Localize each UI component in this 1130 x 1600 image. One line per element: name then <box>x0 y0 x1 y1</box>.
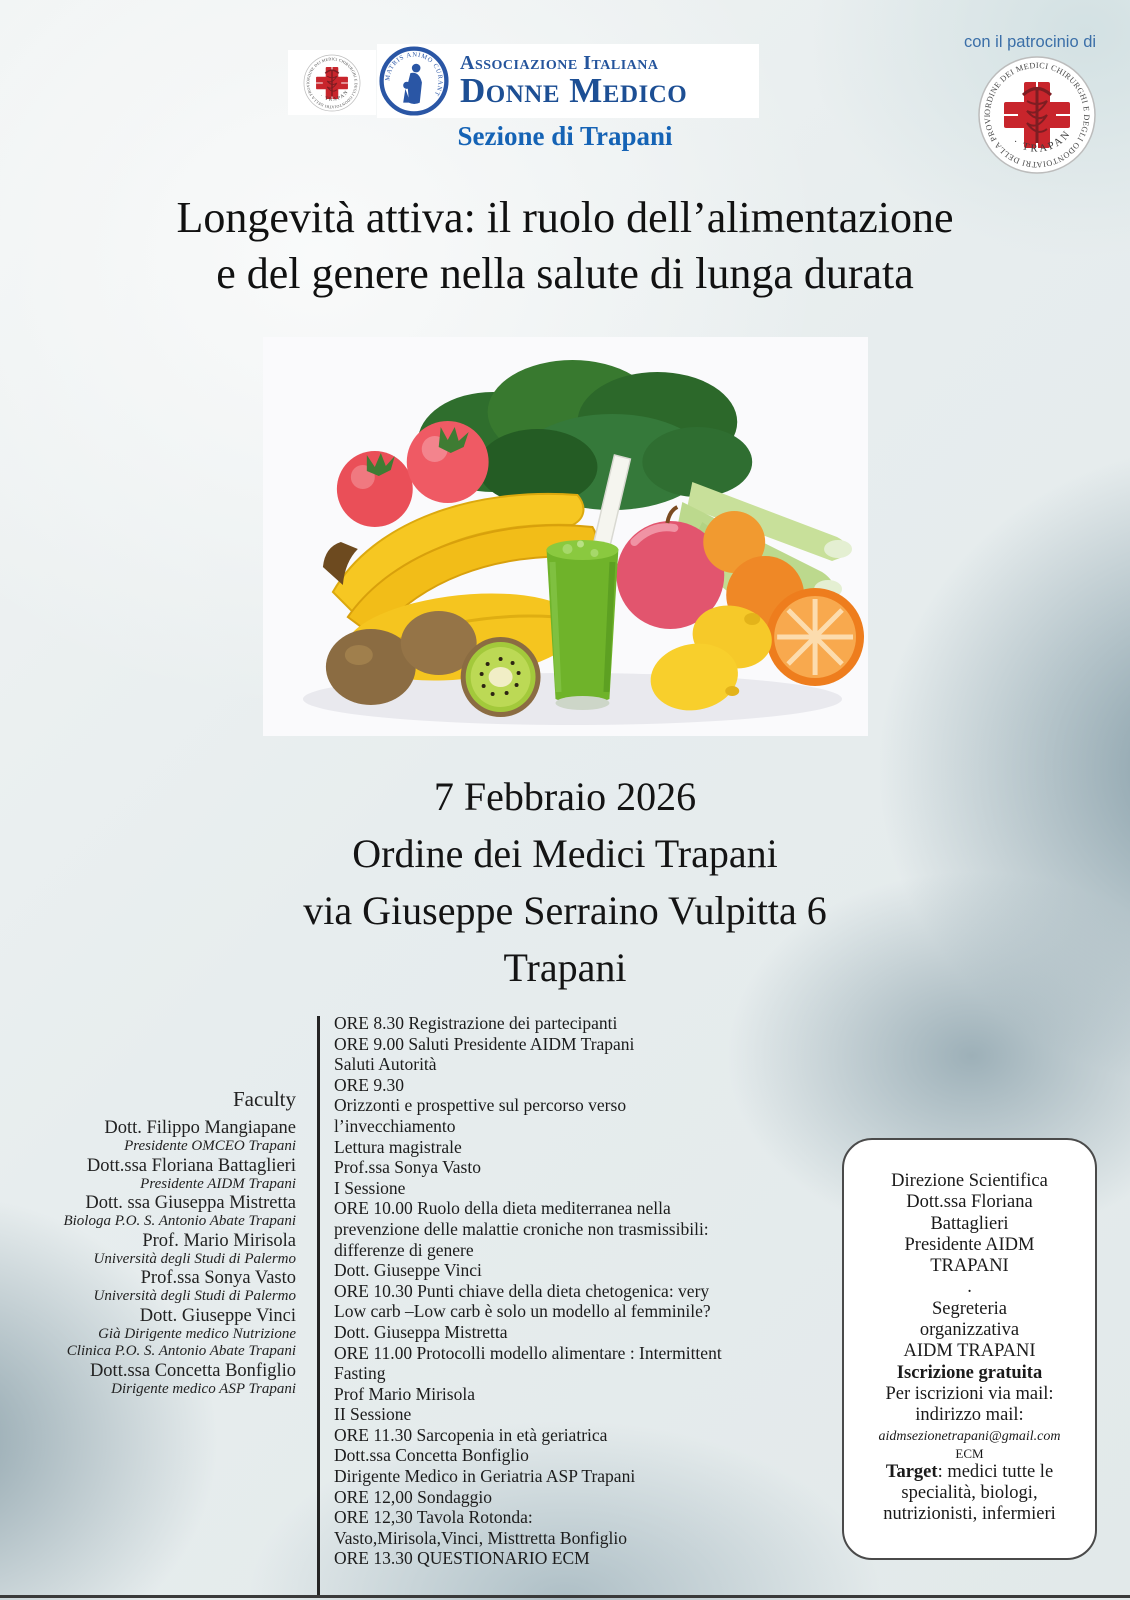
patronage-label: con il patrocinio di <box>964 33 1097 51</box>
faculty-member-role: Biologa P.O. S. Antonio Abate Trapani <box>63 1213 296 1229</box>
aidm-association-line: Associazione Italiana <box>460 51 659 74</box>
ecm-label: ECM <box>955 1445 984 1461</box>
faculty-member-name: Dott.ssa Floriana Battaglieri <box>86 1155 296 1176</box>
program-line: ORE 10.00 Ruolo della dieta mediterranea nella <box>334 1198 671 1219</box>
program-line: Dott. Giuseppa Mistretta <box>334 1321 508 1342</box>
faculty-member <box>38 1156 296 1194</box>
faculty-member <box>38 1268 296 1306</box>
faculty-member-role: Università degli Studi di Palermo <box>93 1250 296 1267</box>
faculty-member-name: Dott. Filippo Mangiapane <box>104 1118 296 1138</box>
info-line: Per iscrizioni via mail: <box>885 1383 1054 1404</box>
program-line: ORE 13.30 QUESTIONARIO ECM <box>334 1548 590 1569</box>
event-title-line2: e del genere nella salute di lunga durata <box>216 249 914 298</box>
info-line: organizzativa <box>919 1320 1020 1341</box>
faculty-member <box>38 1306 296 1361</box>
omceo-logo-small <box>303 54 361 112</box>
program-line: Dirigente Medico in Geriatria ASP Trapani <box>334 1466 636 1487</box>
target-line: nutrizionisti, infermieri <box>883 1504 1056 1525</box>
faculty-member-role: Già Dirigente medico Nutrizione <box>98 1325 296 1342</box>
program-line: Lettura magistrale <box>334 1136 462 1157</box>
event-title <box>0 190 1130 302</box>
faculty-member-role: Università degli Studi di Palermo <box>93 1288 296 1304</box>
aidm-name-line: Donne Medico <box>460 71 688 111</box>
program-line: differenze di genere <box>334 1239 474 1260</box>
program-line: I Sessione <box>334 1177 406 1198</box>
faculty-member-name: Dott. ssa Giuseppa Mistretta <box>85 1193 296 1213</box>
program-line: ORE 12,30 Tavola Rotonda: <box>334 1507 533 1528</box>
faculty-member-role: Dirigente medico ASP Trapani <box>111 1380 296 1397</box>
program-line: l’invecchiamento <box>334 1115 456 1136</box>
faculty-member <box>38 1193 296 1231</box>
aidm-header-banner <box>377 44 759 118</box>
faculty-member <box>38 1361 296 1399</box>
info-line: Battaglieri <box>930 1213 1009 1234</box>
faculty-member-name: Dott. Giuseppe Vinci <box>139 1305 296 1326</box>
faculty-heading: Faculty <box>233 1087 296 1111</box>
program-line: ORE 11.00 Protocolli modello alimentare : Intermittent <box>334 1342 722 1363</box>
program-line: ORE 9.00 Saluti Presidente AIDM Trapani <box>334 1033 635 1054</box>
section-subtitle: Sezione di Trapani <box>457 121 673 151</box>
fruit-photo <box>263 337 868 736</box>
aidm-logo <box>378 45 450 117</box>
event-title-line1: Longevità attiva: il ruolo dell’alimentazione <box>176 193 954 242</box>
target-rest: : medici tutte le <box>937 1461 1054 1482</box>
program-line: ORE 9.30 <box>334 1074 404 1095</box>
program-schedule <box>334 1013 794 1569</box>
event-address: via Giuseppe Serraino Vulpitta 6 <box>303 888 827 933</box>
program-line: Saluti Autorità <box>334 1054 437 1075</box>
registration-email: aidmsezionetrapani@gmail.com <box>878 1428 1061 1444</box>
event-venue: Ordine dei Medici Trapani <box>352 831 778 876</box>
free-registration-line: Iscrizione gratuita <box>896 1362 1043 1383</box>
faculty-list <box>38 1087 296 1398</box>
info-line: Direzione Scientifica <box>891 1171 1048 1191</box>
footer-rule <box>0 1595 1130 1598</box>
program-line: ORE 10.30 Punti chiave della dieta chetogenica: very <box>334 1280 710 1301</box>
program-line: Dott.ssa Concetta Bonfiglio <box>334 1445 529 1466</box>
program-line: Orizzonti e prospettive sul percorso verso <box>334 1095 627 1116</box>
column-divider <box>317 1016 320 1597</box>
omceo-patronage-logo <box>977 55 1097 175</box>
program-line: Low carb –Low carb è solo un modello al femminile? <box>334 1301 711 1322</box>
program-line: Vasto,Mirisola,Vinci, Misttretta Bonfiglio <box>334 1527 628 1548</box>
program-line: prevenzione delle malattie croniche non trasmissibili: <box>334 1218 709 1239</box>
aidm-wordmark <box>460 53 687 109</box>
event-details <box>0 768 1130 996</box>
target-label: Target <box>885 1461 938 1482</box>
program-line: Dott. Giuseppe Vinci <box>334 1260 482 1281</box>
info-line: Dott.ssa Floriana <box>906 1192 1033 1213</box>
info-line: AIDM TRAPANI <box>903 1341 1036 1362</box>
faculty-member-role: Presidente OMCEO Trapani <box>124 1138 296 1154</box>
program-line: Prof.ssa Sonya Vasto <box>334 1157 481 1178</box>
program-line: ORE 11.30 Sarcopenia in età geriatrica <box>334 1424 608 1445</box>
program-line: ORE 8.30 Registrazione dei partecipanti <box>334 1013 618 1033</box>
info-line: indirizzo mail: <box>915 1405 1024 1426</box>
info-line: Segreteria <box>932 1298 1007 1319</box>
program-line: ORE 12,00 Sondaggio <box>334 1486 492 1507</box>
organization-info-box <box>842 1138 1097 1560</box>
info-line: TRAPANI <box>930 1256 1009 1277</box>
program-line: Fasting <box>334 1363 386 1384</box>
info-line: Presidente AIDM <box>904 1234 1035 1255</box>
target-line <box>844 1462 1095 1483</box>
target-line: specialità, biologi, <box>901 1482 1038 1503</box>
faculty-member-name: Prof.ssa Sonya Vasto <box>140 1268 296 1288</box>
faculty-member-name: Prof. Mario Mirisola <box>142 1230 296 1251</box>
event-date: 7 Febbraio 2026 <box>433 774 697 819</box>
program-line: II Sessione <box>334 1404 412 1425</box>
faculty-member-name: Dott.ssa Concetta Bonfiglio <box>89 1360 296 1381</box>
faculty-member <box>38 1231 296 1269</box>
faculty-member-role: Clinica P.O. S. Antonio Abate Trapani <box>66 1343 296 1359</box>
faculty-member <box>38 1118 296 1156</box>
faculty-member-role: Presidente AIDM Trapani <box>140 1175 296 1192</box>
event-city: Trapani <box>503 945 627 990</box>
program-line: Prof Mario Mirisola <box>334 1383 475 1404</box>
omceo-small-logo-box <box>288 50 376 115</box>
info-line: . <box>967 1277 972 1298</box>
